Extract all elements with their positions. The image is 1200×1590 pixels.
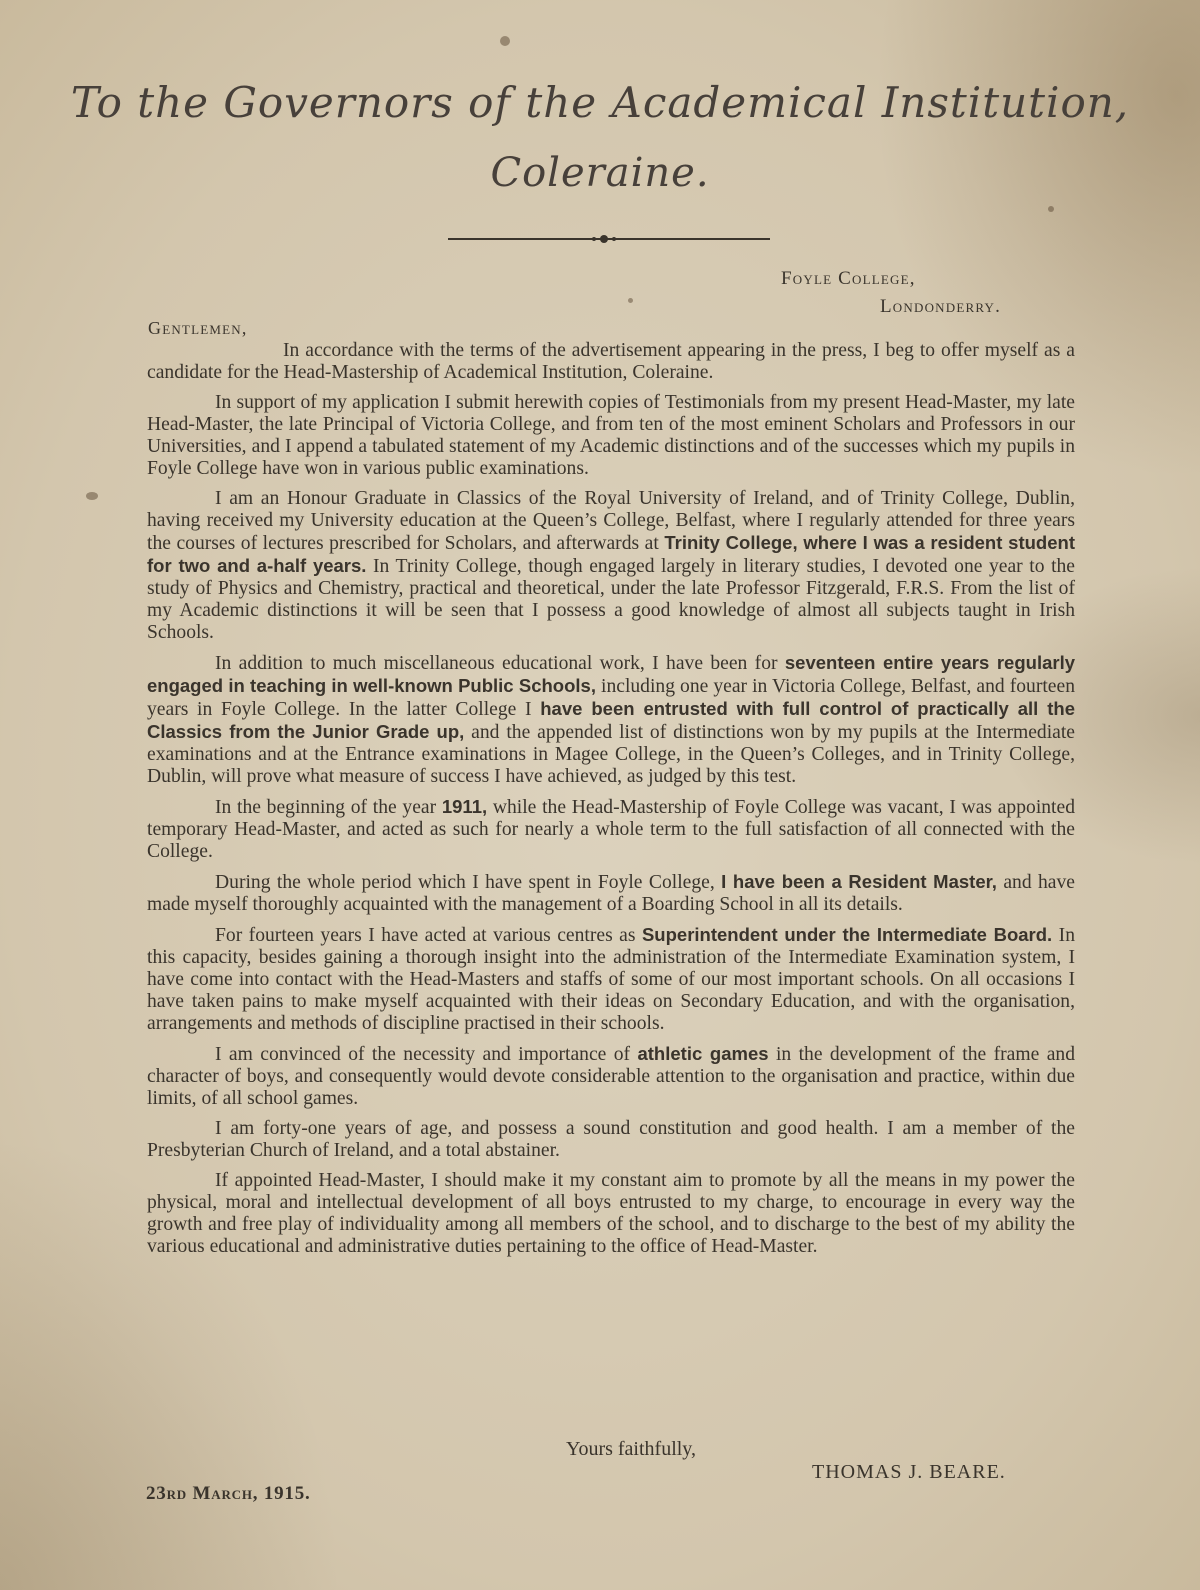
body-paragraph [147,796,1075,863]
letter-date: 23rd March, 1915. [146,1483,311,1504]
emphasized-text: Trinity College, where I was a resident student for two and a-half years. [147,532,1075,576]
emphasized-text: 1911, [441,796,488,817]
emphasized-text: I have been a Resident Master, [721,871,997,892]
paragraph-text: In the beginning of the year [215,797,442,818]
body-paragraph [147,924,1075,1035]
emphasized-text: Superintendent under the Intermediate Board. [641,924,1053,945]
body-paragraph [147,1043,1075,1110]
body-paragraph [147,871,1075,916]
emphasized-text: seventeen entire years regularly engaged in teaching in well-known Public Schools, [147,652,1075,696]
paragraph-text: I am forty-one years of age, and possess a sound constitution and good health. I am a member of the Presbyterian Church of Ireland, and a total abstainer. [147,1118,1075,1161]
paragraph-text: I am an Honour Graduate in Classics of the Royal University of Ireland, and of Trinity College, Dublin, having received my University education at the Queen’s College, Belfast, where I regularly attended for three years the courses of lectures prescribed for Scholars, and afterwards at [147,488,1075,554]
letter-body [147,340,1075,1266]
letter-heading-line1: To the Governors of the Academical Institution, [70,78,1130,127]
paper-stain [500,36,510,46]
paragraph-text: In this capacity, besides gaining a thorough insight into the administration of the Intermediate Examination system, I have come into contact with the Head-Masters and staffs of some of our most important schools. On all occasions I have taken pains to make myself acquainted with their ideas on Secondary Education, and with the organisation, arrangements and methods of discipline practised in their schools. [147,925,1075,1034]
ornamental-divider [448,233,770,245]
letter-heading-line2: Coleraine. [490,150,710,196]
paper-stain [1048,206,1054,212]
signature: THOMAS J. BEARE. [812,1461,1006,1483]
body-paragraph [147,392,1075,480]
emphasized-text: have been entrusted with full control of practically all the Classics from the Junior Grade up, [147,698,1075,742]
body-paragraph [147,1118,1075,1162]
paragraph-text: and the appended list of distinctions won by my pupils at the Intermediate examinations and at the Entrance examinations in Magee College, in the Queen’s Colleges, and in Trinity College, Dublin, will prove what measure of success I have achieved, as judged by this test. [147,722,1075,787]
closing: Yours faithfully, [566,1438,697,1460]
body-paragraph [147,488,1075,644]
paragraph-text: During the whole period which I have spent in Foyle College, [215,872,722,893]
paragraph-text: In addition to much miscellaneous educational work, I have been for [215,653,785,674]
paragraph-text: and have made myself thoroughly acquainted with the management of a Boarding School in all its details. [147,872,1075,915]
body-paragraph [147,340,1075,384]
paper-stain [628,298,633,303]
emphasized-text: athletic games [637,1043,769,1064]
paragraph-text: while the Head-Mastership of Foyle College was vacant, I was appointed temporary Head-Master, and acted as such for nearly a whole term to the full satisfaction of all connected with the College. [147,797,1075,862]
paragraph-text: In Trinity College, though engaged largely in literary studies, I devoted one year to the study of Physics and Chemistry, practical and theoretical, under the late Professor Fitzgerald, F.R.S. From the list of my Academic distinctions it will be seen that I possess a good knowledge of almost all subjects taught in Irish Schools. [147,556,1076,643]
paragraph-text: In accordance with the terms of the advertisement appearing in the press, I beg to offer myself as a candidate for the Head-Mastership of Academical Institution, Coleraine. [147,340,1075,383]
address-line1: Foyle College, [781,268,916,289]
address-line2: Londonderry. [880,296,1002,317]
paragraph-text: in the development of the frame and character of boys, and consequently would devote considerable attention to the organisation and practice, within due limits, of all school games. [147,1044,1075,1109]
body-paragraph [147,1170,1075,1258]
paragraph-text: including one year in Victoria College, Belfast, and fourteen years in Foyle College. In the latter College I [147,676,1075,720]
paragraph-text: For fourteen years I have acted at various centres as [215,925,642,946]
paper-stain [86,492,98,500]
body-paragraph [147,652,1075,788]
paragraph-text: I am convinced of the necessity and importance of [215,1044,638,1065]
paragraph-text: In support of my application I submit herewith copies of Testimonials from my present Head-Master, my late Head-Master, the late Principal of Victoria College, and from ten of the most eminent Scholars and Professors in our Universities, and I append a tabulated statement of my Academic distinctions and of the successes which my pupils in Foyle College have won in various public examinations. [147,392,1075,479]
paragraph-text: If appointed Head-Master, I should make it my constant aim to promote by all the means in my power the physical, moral and intellectual development of all boys entrusted to my charge, to encourage in every way the growth and free play of individuality among all members of the school, and to discharge to the best of my ability the various educational and administrative duties pertaining to the office of Head-Master. [147,1170,1075,1257]
salutation: Gentlemen, [148,318,248,338]
